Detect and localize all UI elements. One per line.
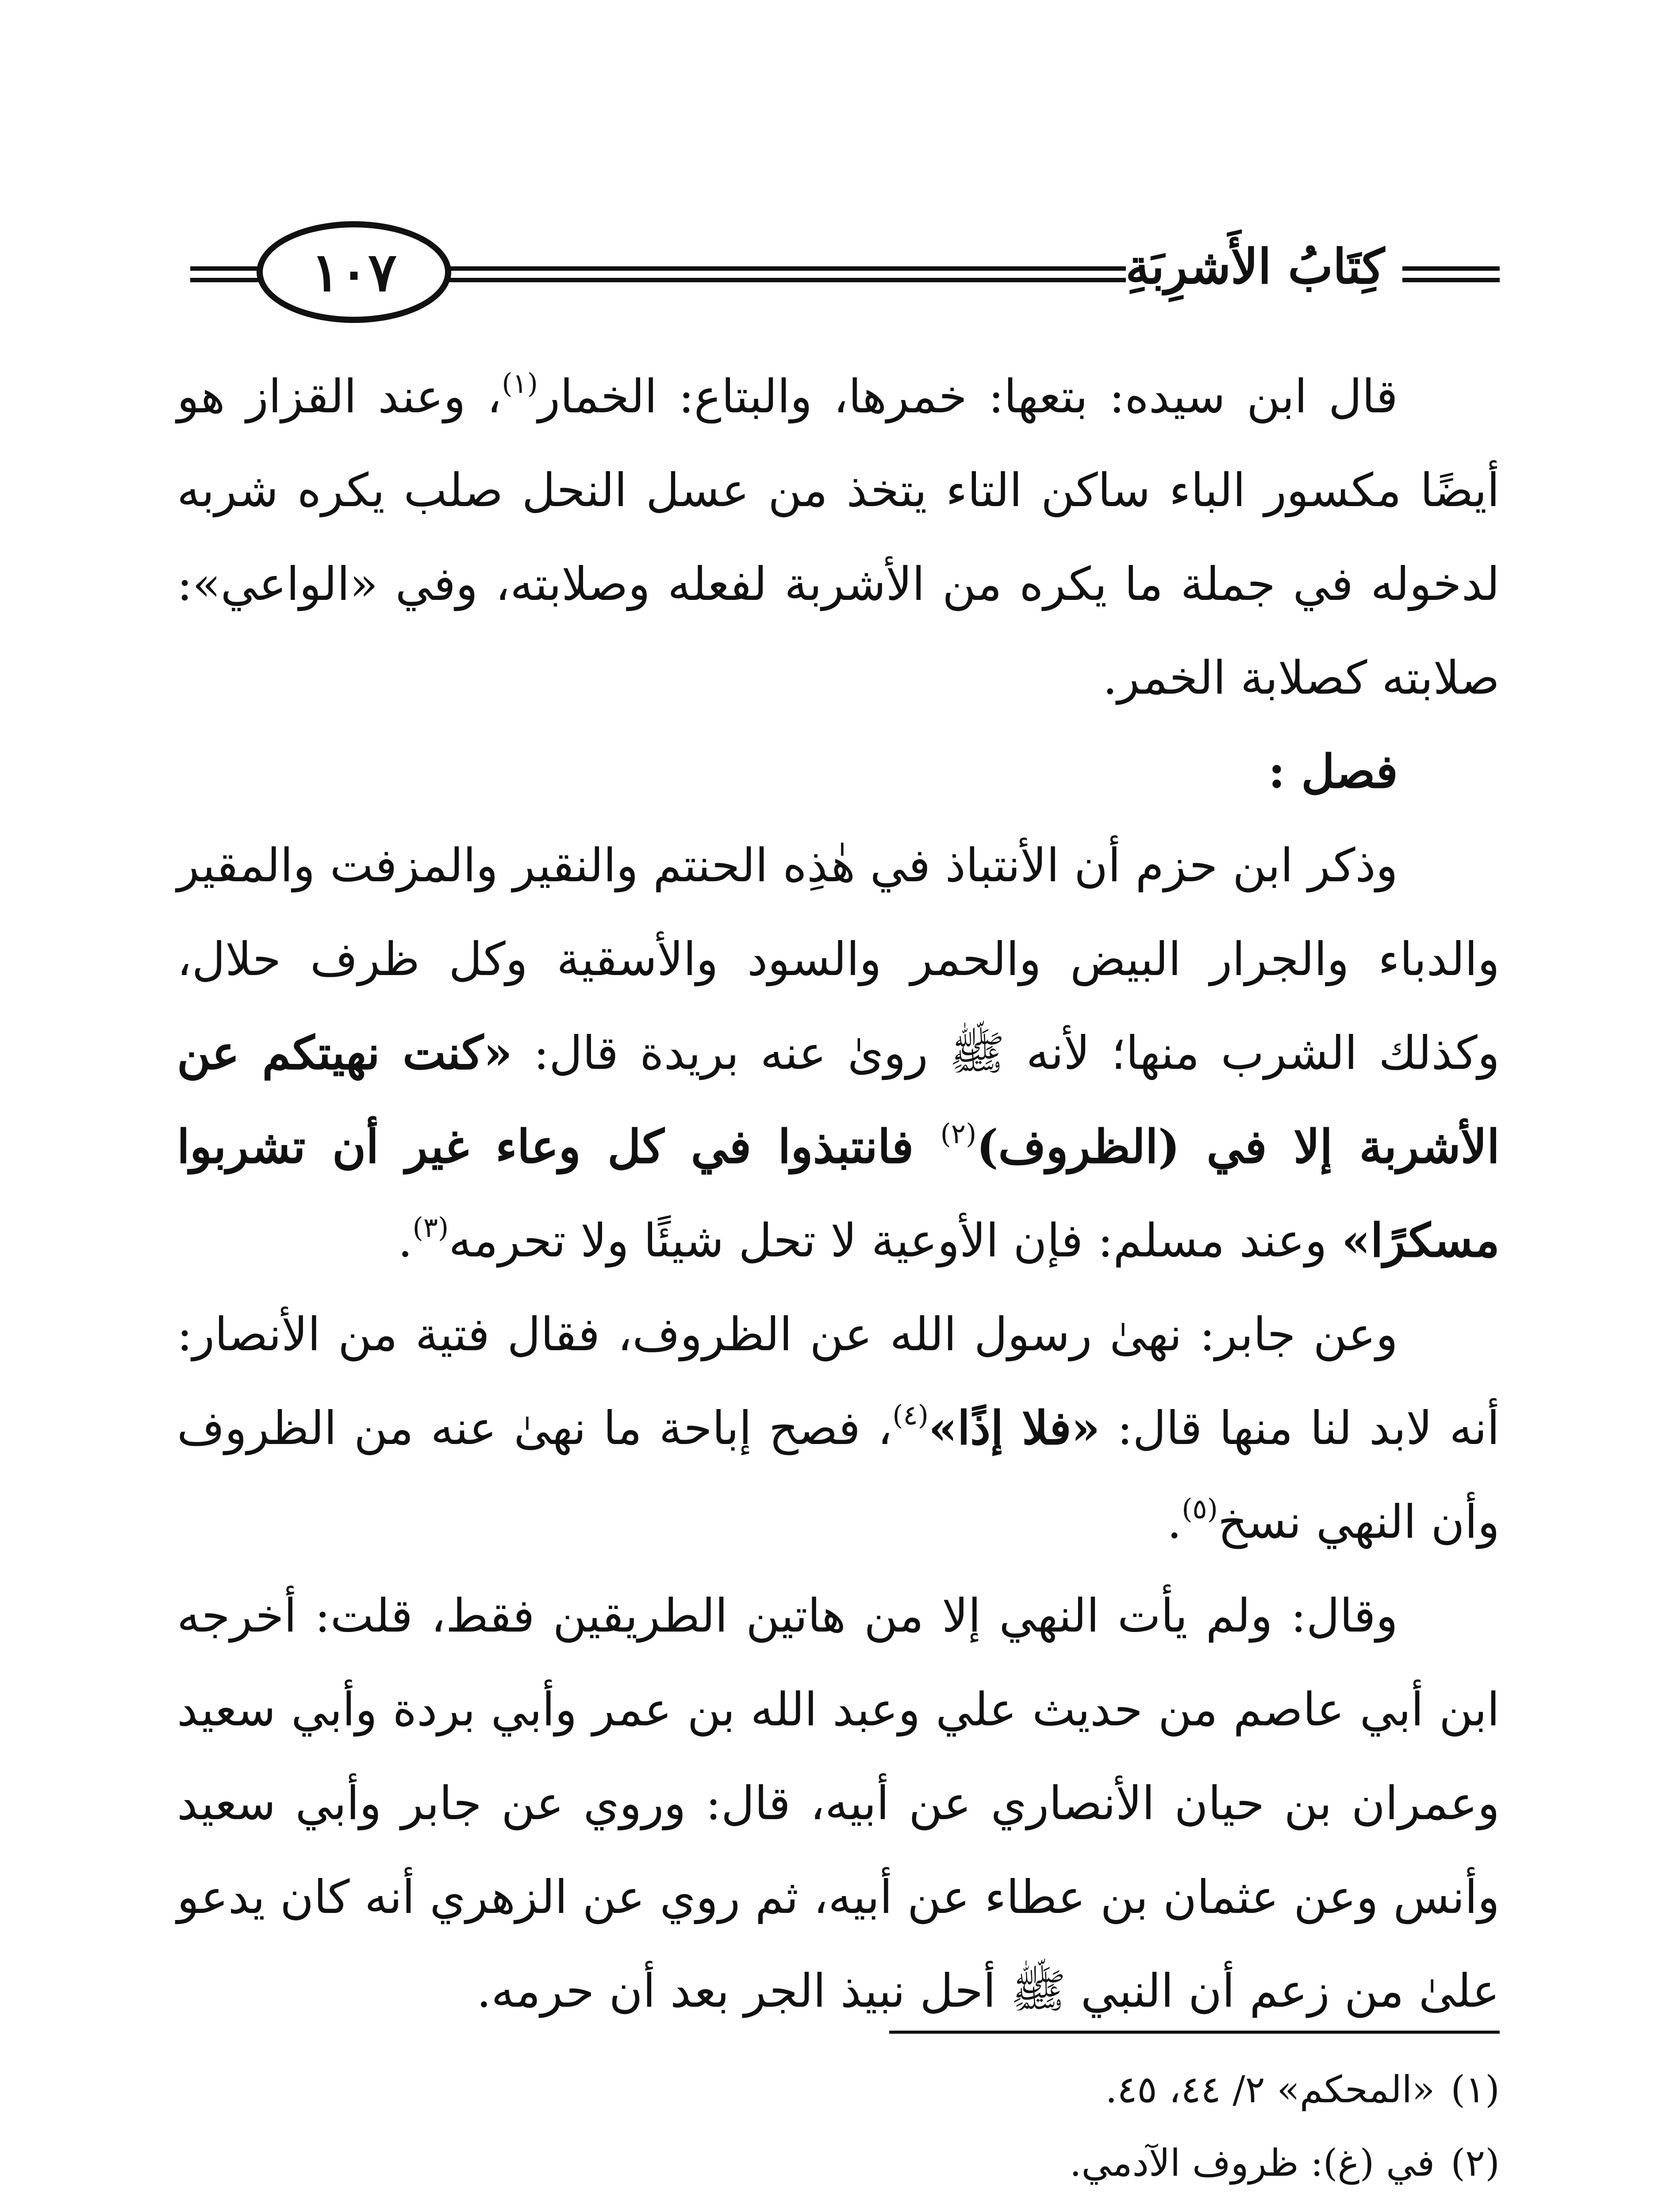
footnote-item (177, 2053, 1500, 2126)
text-span: ، فصح إباحة ما نهىٰ عنه من الظروف وأن النهي نسخ (177, 1401, 1500, 1549)
header-rule-middle (449, 266, 1126, 282)
footnote-text: «المحكم» ٢/ ٤٤، ٤٥. (1105, 2068, 1435, 2111)
footnote-separator (889, 2031, 1500, 2034)
header-rule-right (1402, 266, 1500, 282)
text-span: . (398, 1214, 413, 1267)
footnote-item (177, 2126, 1500, 2200)
text-span: . (1167, 1495, 1182, 1549)
footnote-number: (١) (1451, 2068, 1500, 2111)
text-span: قال ابن سيده: بتعها: خمرها، والبتاع: الخمار (537, 369, 1398, 423)
page-number-badge (257, 221, 451, 323)
hadith-quote: «فلا إذًا» (928, 1401, 1100, 1455)
footnote-ref-5: (٥) (1182, 1493, 1218, 1525)
footnote-text: في (غ): ظروف الآدمي. (1069, 2141, 1435, 2185)
footnote-ref-3: (٣) (412, 1211, 449, 1244)
hadith-quote-cont: فانتبذوا في كل وعاء غير أن تشربوا مسكرًا» (177, 1119, 1500, 1267)
footnote-ref-1: (١) (502, 367, 538, 399)
paragraph-2 (177, 818, 1500, 1287)
paragraph-1 (177, 349, 1500, 725)
main-text (177, 349, 1500, 2038)
paragraph-3 (177, 1287, 1500, 1569)
text-span: وذكر ابن حزم أن الأنتباذ في هٰذِه الحنتم والنقير والمزفت والمقير والدباء والجرار البيض والحمر والسود والأسقية وكل ظرف حلال، وكذلك الشرب منها؛ لأنه ﷺ روىٰ عنه بريدة قال: (177, 838, 1500, 1080)
page-header (190, 217, 1500, 332)
section-heading: فصل : (1268, 744, 1398, 799)
hadith-quote: «كنت نهيتكم عن الأشربة إلا في (الظروف) (177, 1025, 1500, 1174)
footnote-number (1447, 2200, 1500, 2212)
book-title: كِتَابُ الأَشرِبَةِ (1125, 239, 1385, 295)
footnote-ref-4: (٤) (892, 1399, 929, 1431)
text-span: وعن جابر: نهىٰ رسول الله عن الظروف، فقال فتية من الأنصار: أنه لابد لنا منها قال: (177, 1307, 1500, 1455)
footnote-ref-2: (٢) (940, 1118, 977, 1150)
footnotes (177, 2053, 1500, 2212)
footnote-item (177, 2200, 1500, 2212)
text-span: ، وعند القزاز هو أيضًا مكسور الباء ساكن التاء يتخذ من عسل النحل صلب يكره شربه لدخوله في جملة ما يكره من الأشربة لفعله وصلابته، وفي «الواعي»: صلابته كصلابة الخمر. (177, 369, 1500, 705)
paragraph-4: وقال: ولم يأت النهي إلا من هاتين الطريقين فقط، قلت: أخرجه ابن أبي عاصم من حديث علي وعبد الله بن عمر وأبي بردة وأبي سعيد وعمران بن حيان الأنصاري عن أبيه، قال: وروي عن جابر وأبي سعيد وأنس وعن عثمان بن عطاء عن أبيه، ثم روي عن الزهري أنه كان يدعو علىٰ من زعم أن النبي ﷺ أحل نبيذ الجر بعد أن حرمه. (177, 1589, 1500, 2018)
text-span: وعند مسلم: فإن الأوعية لا تحل شيئًا ولا تحرمه (449, 1214, 1342, 1267)
page-number: ١٠٧ (311, 241, 397, 303)
footnote-number: (٢) (1451, 2141, 1500, 2185)
